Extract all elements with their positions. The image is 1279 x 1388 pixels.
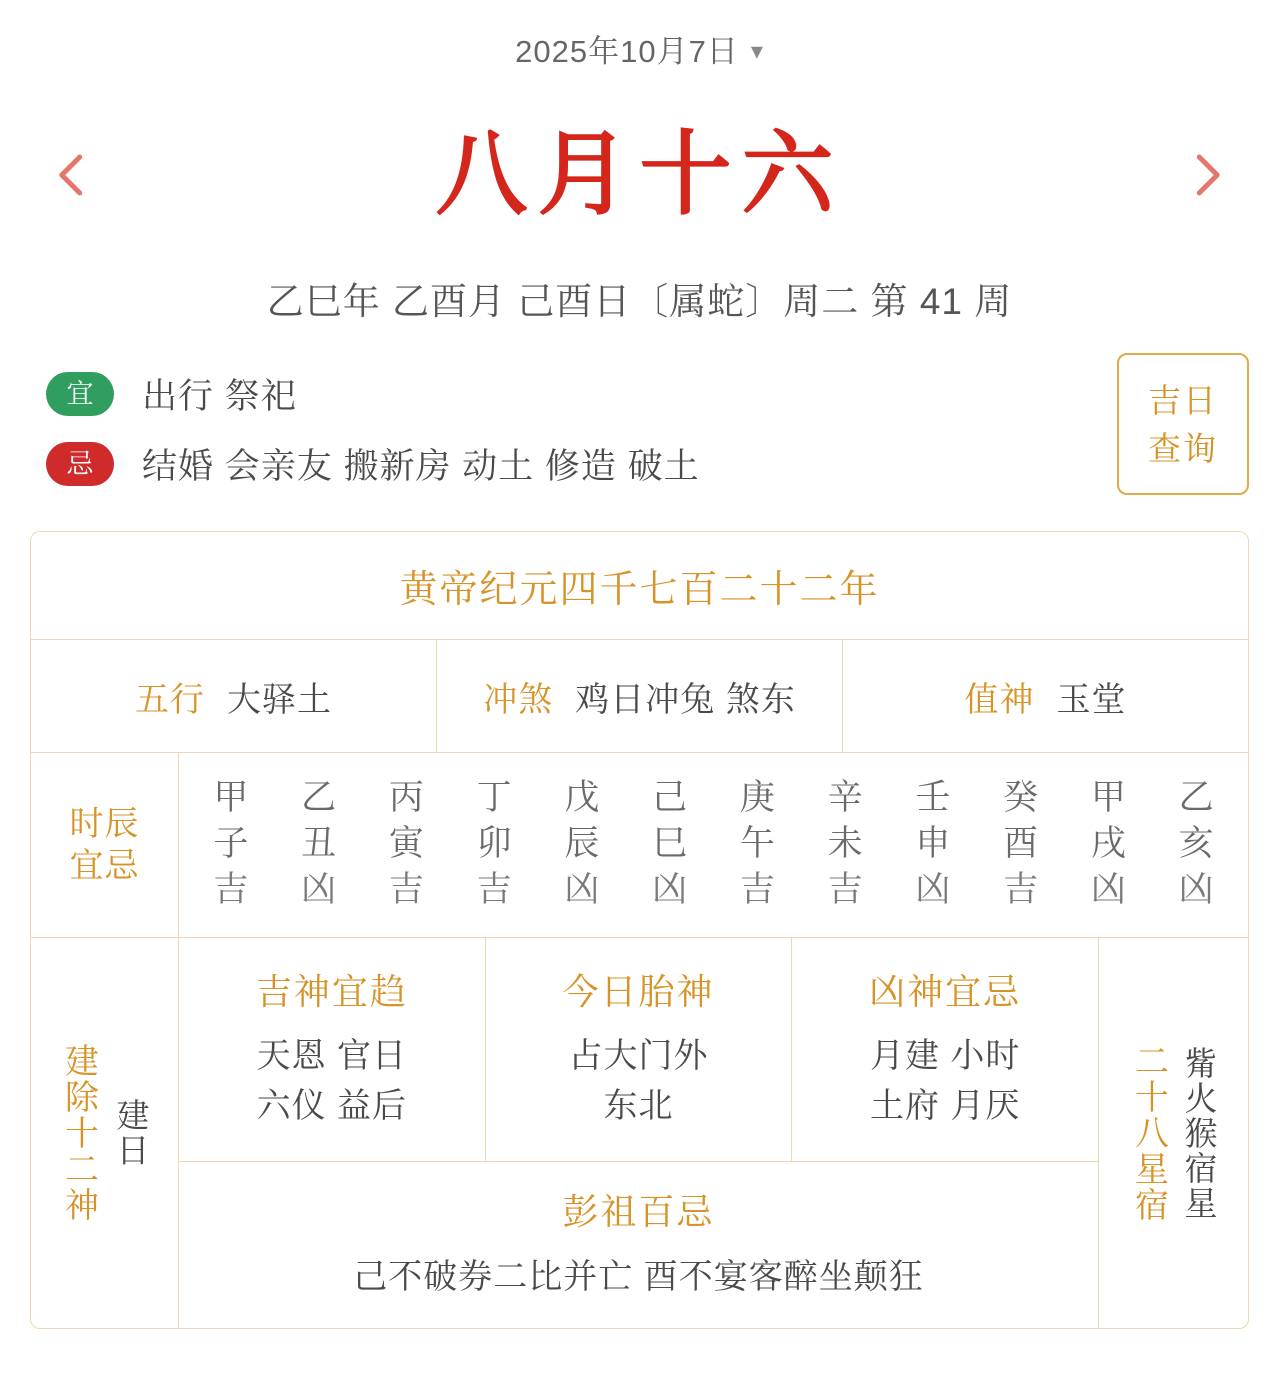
- shichen-gan: 癸: [1003, 778, 1039, 817]
- gregorian-date-selector[interactable]: [0, 0, 1279, 71]
- lucky-day-query-button[interactable]: [1117, 353, 1249, 495]
- shichen-zhi: 巳: [652, 824, 688, 863]
- xiongshen-line1: 月建 小时: [869, 1037, 1021, 1075]
- yi-text: 出行 祭祀: [142, 377, 297, 416]
- shichen-gan: 丁: [476, 778, 512, 817]
- lunar-date-row: [0, 105, 1279, 245]
- lunar-date-title: 八月十六: [435, 124, 844, 226]
- chongsha-cell: [436, 640, 842, 752]
- jishen-title: 吉神宜趋: [255, 971, 408, 1012]
- shichen-gan: 甲: [1090, 778, 1126, 817]
- xingxiu-cell: [1098, 938, 1248, 1328]
- shichen-item[interactable]: [213, 775, 248, 913]
- jishen-line2: 六仪 益后: [256, 1087, 408, 1125]
- middle-column: [179, 938, 1098, 1328]
- bottom-grid: [31, 938, 1248, 1328]
- ganzhi-line: 乙巳年 乙酉月 己酉日〔属蛇〕周二 第 41 周: [266, 281, 1013, 322]
- almanac-panel: [30, 531, 1249, 1329]
- shichen-item[interactable]: [389, 775, 424, 913]
- shichen-item[interactable]: [564, 775, 599, 913]
- shichen-item[interactable]: [740, 775, 775, 913]
- jianchu-value: 建日: [112, 1098, 150, 1168]
- shichen-zhi: 亥: [1178, 824, 1214, 863]
- shichen-item[interactable]: [1179, 775, 1214, 913]
- shichen-gan: 丙: [388, 778, 424, 817]
- xingxiu-value: 觜火猴宿星: [1180, 1045, 1218, 1221]
- xiongshen-line2: 土府 月厌: [869, 1087, 1021, 1125]
- shichen-item[interactable]: [1003, 775, 1038, 913]
- yi-badge: 宜: [46, 372, 114, 416]
- shichen-label: [31, 753, 179, 937]
- pengzu-box: [179, 1162, 1098, 1328]
- wuxing-label: 五行: [135, 680, 205, 719]
- jianchu-label: 建除十二神: [59, 1043, 98, 1223]
- shichen-label-line2: 宜忌: [69, 847, 140, 885]
- ji-line: [46, 439, 1233, 489]
- shichen-jixiong: 凶: [915, 870, 951, 909]
- shichen-jixiong: 吉: [476, 870, 512, 909]
- era-title: 黄帝纪元四千七百二十二年: [31, 532, 1248, 640]
- jishen-line1: 天恩 官日: [256, 1037, 408, 1075]
- shichen-gan: 己: [652, 778, 688, 817]
- shichen-zhi: 丑: [301, 824, 337, 863]
- shichen-gan: 甲: [213, 778, 249, 817]
- jianchu-cell: [31, 938, 179, 1328]
- shichen-jixiong: 凶: [564, 870, 600, 909]
- xiongshen-box: [791, 938, 1098, 1161]
- chongsha-value: 鸡日冲兔 煞东: [575, 680, 796, 719]
- shichen-gan: 乙: [1178, 778, 1214, 817]
- ji-badge: 忌: [46, 442, 114, 486]
- jishen-box: [179, 938, 485, 1161]
- xingxiu-label: 二十八星宿: [1129, 1043, 1168, 1223]
- shichen-item[interactable]: [1091, 775, 1126, 913]
- shichen-zhi: 卯: [476, 824, 512, 863]
- shichen-zhi: 午: [739, 824, 775, 863]
- chevron-left-icon[interactable]: [46, 148, 100, 202]
- wuxing-cell: [31, 640, 436, 752]
- shichen-gan: 壬: [915, 778, 951, 817]
- shichen-zhi: 酉: [1003, 824, 1039, 863]
- wuxing-value: 大驿土: [227, 680, 332, 719]
- shichen-zhi: 申: [915, 824, 951, 863]
- chongsha-label: 冲煞: [483, 680, 554, 719]
- shen-boxes: [179, 938, 1098, 1162]
- shichen-item[interactable]: [301, 775, 336, 913]
- yiji-section: [0, 369, 1279, 489]
- shichen-item[interactable]: [652, 775, 687, 913]
- yi-line: [46, 369, 1233, 419]
- shichen-jixiong: 吉: [1003, 870, 1039, 909]
- shichen-items: [179, 753, 1248, 937]
- shichen-jixiong: 吉: [388, 870, 424, 909]
- shichen-jixiong: 凶: [301, 870, 337, 909]
- shichen-jixiong: 凶: [1090, 870, 1126, 909]
- taishen-box: [485, 938, 792, 1161]
- ji-text: 结婚 会亲友 搬新房 动土 修造 破土: [142, 447, 700, 486]
- shichen-gan: 辛: [827, 778, 863, 817]
- chevron-down-icon[interactable]: ▾: [750, 38, 764, 65]
- shichen-item[interactable]: [828, 775, 863, 913]
- shichen-gan: 戊: [564, 778, 600, 817]
- shichen-item[interactable]: [915, 775, 950, 913]
- pengzu-text: 己不破券二比并亡 酉不宴客醉坐颠狂: [353, 1258, 924, 1296]
- shichen-jixiong: 吉: [827, 870, 863, 909]
- lucky-day-query-line1: 吉日: [1148, 382, 1218, 419]
- zhishen-label: 值神: [964, 680, 1035, 719]
- xiongshen-title: 凶神宜忌: [869, 971, 1022, 1012]
- shichen-zhi: 辰: [564, 824, 600, 863]
- shichen-zhi: 子: [213, 824, 249, 863]
- shichen-gan: 庚: [739, 778, 775, 817]
- taishen-title: 今日胎神: [562, 971, 715, 1012]
- shichen-zhi: 戌: [1090, 824, 1126, 863]
- gregorian-date-label: 2025年10月7日: [515, 34, 739, 69]
- zhishen-cell: [842, 640, 1248, 752]
- shichen-jixiong: 凶: [652, 870, 688, 909]
- shichen-zhi: 未: [827, 824, 863, 863]
- shichen-jixiong: 凶: [1178, 870, 1214, 909]
- chevron-right-icon[interactable]: [1179, 148, 1233, 202]
- lucky-day-query-line2: 查询: [1148, 430, 1218, 467]
- attributes-row: [31, 640, 1248, 753]
- shichen-zhi: 寅: [388, 824, 424, 863]
- shichen-jixiong: 吉: [213, 870, 249, 909]
- pengzu-title: 彭祖百忌: [562, 1191, 715, 1232]
- shichen-label-line1: 时辰: [69, 805, 140, 843]
- shichen-row: [31, 753, 1248, 938]
- shichen-jixiong: 吉: [739, 870, 775, 909]
- taishen-line1: 占大门外: [568, 1037, 709, 1075]
- taishen-line2: 东北: [603, 1087, 674, 1125]
- zhishen-value: 玉堂: [1056, 680, 1127, 719]
- shichen-item[interactable]: [477, 775, 512, 913]
- shichen-gan: 乙: [301, 778, 337, 817]
